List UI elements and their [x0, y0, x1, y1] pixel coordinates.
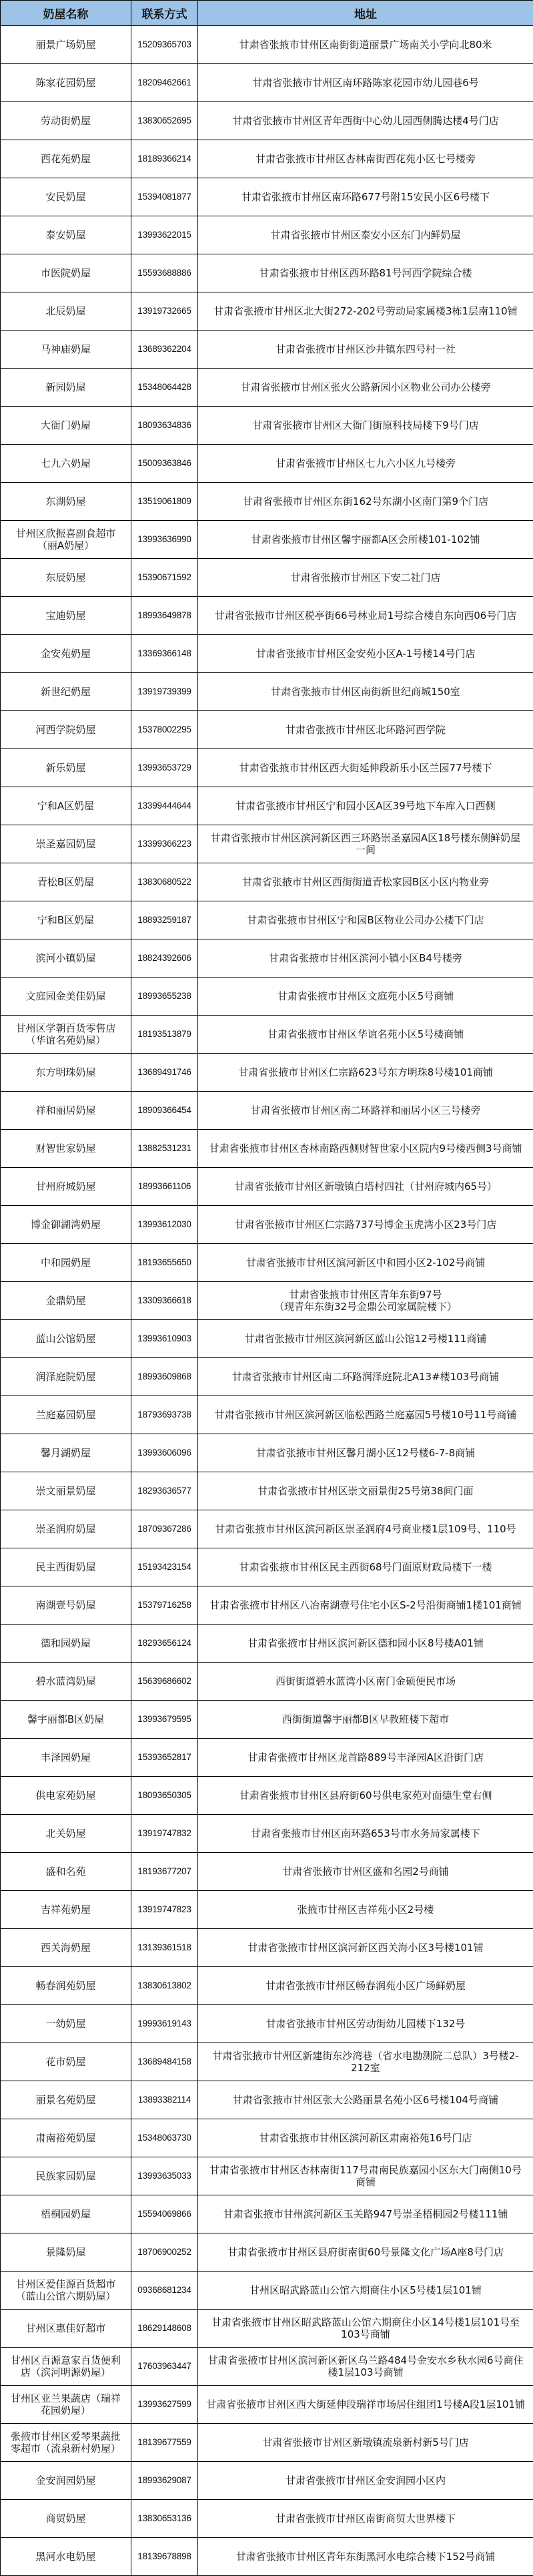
- address-cell: 甘肃省张掖市甘州区下安二社门店: [198, 559, 533, 597]
- address-cell: 甘肃省张掖市甘州区七九六小区九号楼旁: [198, 445, 533, 483]
- table-row: [1, 1739, 533, 1777]
- shop-name-cell: 劳动街奶屋: [1, 102, 131, 140]
- column-header-address: 地址: [198, 1, 533, 26]
- address-cell: 西街街道馨宇丽都B区早教班楼下超市: [198, 1701, 533, 1739]
- address-cell: 甘肃省张掖市甘州区南二环路润泽庭院北A13#楼103号商铺: [198, 1358, 533, 1396]
- shop-name-cell: 东方明珠奶屋: [1, 1054, 131, 1092]
- table-row: [1, 1777, 533, 1815]
- phone-cell: 15594069866: [131, 2195, 198, 2233]
- table-row: [1, 673, 533, 711]
- address-cell: 甘肃省张掖市甘州区滨河小镇小区B4号楼旁: [198, 939, 533, 978]
- shop-name-cell: 德和园奶屋: [1, 1625, 131, 1663]
- table-row: [1, 1434, 533, 1472]
- phone-cell: 13689362204: [131, 331, 198, 369]
- address-cell: 甘肃省张掖市甘州区滨河新区西关海小区3号楼101铺: [198, 1929, 533, 1967]
- address-cell: 甘肃省张掖市甘州区青年西街中心幼儿园西侧腾达楼4号门店: [198, 102, 533, 140]
- address-cell: 甘肃省张掖市甘州区馨宇丽都A区会所楼101-102铺: [198, 521, 533, 559]
- shop-name-cell: 盛和名苑: [1, 1853, 131, 1891]
- address-cell: 甘肃省张掖市甘州区张大公路丽景名苑小区6号楼104号商铺: [198, 2081, 533, 2119]
- address-cell: 甘肃省张掖市甘州区劳动街幼儿园楼下132号: [198, 2005, 533, 2043]
- phone-cell: 13309366618: [131, 1282, 198, 1320]
- table-row: [1, 1396, 533, 1434]
- table-row: [1, 1282, 533, 1320]
- address-cell: 甘肃省张掖市甘州区仁宗路623号东方明珠8号楼101商铺: [198, 1054, 533, 1092]
- address-cell: 甘肃省张掖市甘州区北大街272-202号劳动局家属楼3栋1层南110铺: [198, 292, 533, 331]
- shop-name-cell: 丽景名苑奶屋: [1, 2081, 131, 2119]
- address-cell: 甘肃省张掖市甘州区宁和园B区物业公司办公楼下门店: [198, 901, 533, 939]
- phone-cell: 18824392606: [131, 939, 198, 978]
- address-cell: 甘肃省张掖市甘州区文庭苑小区5号商铺: [198, 978, 533, 1016]
- shop-name-cell: 青松B区奶屋: [1, 863, 131, 901]
- shop-name-cell: 畅春润苑奶屋: [1, 1967, 131, 2005]
- address-cell: 甘肃省张掖市甘州区杏林南街117号肃南民族嘉园小区东大门南侧10号 商铺: [198, 2157, 533, 2195]
- shop-name-cell: 吉祥苑奶屋: [1, 1891, 131, 1929]
- table-row: [1, 1548, 533, 1586]
- shop-name-cell: 宝迪奶屋: [1, 597, 131, 635]
- address-cell: 甘肃省张掖市甘州区畅春润苑小区广场鲜奶屋: [198, 1967, 533, 2005]
- table-row: [1, 26, 533, 64]
- address-cell: 甘肃省张掖市甘州区杏林南路西侧财智世家小区院内9号楼西侧3号商铺: [198, 1130, 533, 1168]
- column-header-phone: 联系方式: [131, 1, 198, 26]
- phone-cell: 18793693738: [131, 1396, 198, 1434]
- address-cell: 张掖市甘州区吉祥苑小区2号楼: [198, 1891, 533, 1929]
- phone-cell: 13993606096: [131, 1434, 198, 1472]
- shop-name-cell: 崇文丽景奶屋: [1, 1472, 131, 1510]
- table-row: [1, 1244, 533, 1282]
- address-cell: 甘肃省张掖市甘州区滨河新区肃南裕苑16号门店: [198, 2119, 533, 2157]
- table-row: [1, 1092, 533, 1130]
- address-cell: 甘肃省张掖市甘州滨河新区玉关路947号崇圣梧桐园2号楼111铺: [198, 2195, 533, 2233]
- table-row: [1, 1472, 533, 1510]
- phone-cell: 13830653136: [131, 2500, 198, 2538]
- address-cell: 甘肃省张掖市甘州区盛和名园2号商铺: [198, 1853, 533, 1891]
- address-cell: 甘肃省张掖市甘州区张火公路新园小区物业公司办公楼旁: [198, 369, 533, 407]
- shop-name-cell: 安民奶屋: [1, 178, 131, 216]
- shop-name-cell: 西花苑奶屋: [1, 140, 131, 178]
- shop-name-cell: 民主西街奶屋: [1, 1548, 131, 1586]
- shop-name-cell: 碧水蓝湾奶屋: [1, 1663, 131, 1701]
- table-row: [1, 1130, 533, 1168]
- table-row: [1, 559, 533, 597]
- phone-cell: 18189366214: [131, 140, 198, 178]
- table-row: [1, 2005, 533, 2043]
- shop-name-cell: 新世纪奶屋: [1, 673, 131, 711]
- table-row: [1, 1358, 533, 1396]
- address-cell: 甘肃省张掖市甘州区民主西街68号门面原财政局楼下一楼: [198, 1548, 533, 1586]
- shop-name-cell: 甘州区爱佳源百货超市 （蓝山公馆六期奶屋）: [1, 2272, 131, 2310]
- address-cell: 甘肃省张掖市甘州区西环路81号河西学院综合楼: [198, 254, 533, 292]
- shop-name-cell: 民族家园奶屋: [1, 2157, 131, 2195]
- shop-name-cell: 兰庭嘉园奶屋: [1, 1396, 131, 1434]
- table-row: [1, 939, 533, 978]
- phone-cell: 13993610903: [131, 1320, 198, 1358]
- shop-name-cell: 宁和B区奶屋: [1, 901, 131, 939]
- address-cell: 甘肃省张掖市甘州区金安苑小区A-1号楼14号门店: [198, 635, 533, 673]
- table-row: [1, 597, 533, 635]
- table-row: [1, 2043, 533, 2081]
- shop-name-cell: 博金御湖湾奶屋: [1, 1206, 131, 1244]
- phone-cell: 13993622015: [131, 216, 198, 254]
- table-row: [1, 140, 533, 178]
- address-cell: 甘肃省张掖市甘州区东街162号东湖小区南门第9个门店: [198, 483, 533, 521]
- address-cell: 甘肃省张掖市甘州区崇文丽景街25号第38间门面: [198, 1472, 533, 1510]
- address-cell: 甘肃省张掖市甘州区滨河新区德和园小区8号楼A01铺: [198, 1625, 533, 1663]
- phone-cell: 13369366148: [131, 635, 198, 673]
- phone-cell: 13993636990: [131, 521, 198, 559]
- address-cell: 甘肃省张掖市甘州区仁宗路737号博金玉虎湾小区23号门店: [198, 1206, 533, 1244]
- shop-name-cell: 市医院奶屋: [1, 254, 131, 292]
- address-cell: 甘肃省张掖市甘州区西大街延伸段瑞祥市场居住组团1号楼A段1层101铺: [198, 2386, 533, 2424]
- phone-cell: 18193655650: [131, 1244, 198, 1282]
- table-row: [1, 1016, 533, 1054]
- address-cell: 甘肃省张掖市甘州区南环路653号市水务局家属楼下: [198, 1815, 533, 1853]
- phone-cell: 13919747832: [131, 1815, 198, 1853]
- address-cell: 甘州区昭武路蓝山公馆六期商住小区5号楼1层101铺: [198, 2272, 533, 2310]
- phone-cell: 17603963447: [131, 2348, 198, 2386]
- address-cell: 甘肃省张掖市甘州区南环路陈家花园市幼儿园巷6号: [198, 64, 533, 102]
- table-row: [1, 102, 533, 140]
- phone-cell: 13893382114: [131, 2081, 198, 2119]
- address-cell: 甘肃省张掖市甘州区新建街东沙湾巷（省水电勘测院二总队）3号楼2- 212室: [198, 2043, 533, 2081]
- phone-cell: 13519061809: [131, 483, 198, 521]
- phone-cell: 15209365703: [131, 26, 198, 64]
- address-cell: 甘肃省张掖市甘州区八冶南湖壹号住宅小区S-2号沿街商铺1楼101商铺: [198, 1586, 533, 1625]
- shop-name-cell: 宁和A区奶屋: [1, 787, 131, 825]
- address-cell: 甘肃省张掖市甘州区杏林南街西花苑小区七号楼旁: [198, 140, 533, 178]
- table-row: [1, 2233, 533, 2272]
- shop-name-cell: 泰安奶屋: [1, 216, 131, 254]
- table-row: [1, 1663, 533, 1701]
- table-row: [1, 2081, 533, 2119]
- phone-cell: 15593688886: [131, 254, 198, 292]
- phone-cell: 18629148608: [131, 2310, 198, 2348]
- shop-name-cell: 东湖奶屋: [1, 483, 131, 521]
- address-cell: 甘肃省张掖市甘州区华谊名苑小区5号楼商铺: [198, 1016, 533, 1054]
- address-cell: 甘肃省张掖市甘州区滨河新区崇圣润府4号商业楼1层109号、110号: [198, 1510, 533, 1548]
- table-row: [1, 901, 533, 939]
- phone-cell: 09368681234: [131, 2272, 198, 2310]
- shop-name-cell: 丽景广场奶屋: [1, 26, 131, 64]
- address-cell: 甘肃省张掖市甘州区宁和园小区A区39号地下车库入口西侧: [198, 787, 533, 825]
- shop-name-cell: 黑河水电奶屋: [1, 2538, 131, 2576]
- phone-cell: 18993655238: [131, 978, 198, 1016]
- address-cell: 甘肃省张掖市甘州区昭武路蓝山公馆六期商住小区14号楼1层101号至 103号商铺: [198, 2310, 533, 2348]
- shop-name-cell: 供电家苑奶屋: [1, 1777, 131, 1815]
- phone-cell: 18993609868: [131, 1358, 198, 1396]
- table-body: [1, 26, 533, 2576]
- table-row: [1, 2500, 533, 2538]
- address-cell: 甘肃省张掖市甘州区南二环路祥和丽居小区三号楼旁: [198, 1092, 533, 1130]
- shop-name-cell: 西关海奶屋: [1, 1929, 131, 1967]
- phone-cell: 13882531231: [131, 1130, 198, 1168]
- shop-name-cell: 甘州区惠佳好超市: [1, 2310, 131, 2348]
- shop-name-cell: 文庭园金美佳奶屋: [1, 978, 131, 1016]
- shop-name-cell: 陈家花园奶屋: [1, 64, 131, 102]
- table-row: [1, 978, 533, 1016]
- address-cell: 甘肃省张掖市甘州区馨月湖小区12号楼6-7-8商铺: [198, 1434, 533, 1472]
- shop-name-cell: 甘州府城奶屋: [1, 1168, 131, 1206]
- table-row: [1, 1701, 533, 1739]
- address-cell: 甘肃省张掖市甘州区大衙门街原科技局楼下9号门店: [198, 407, 533, 445]
- phone-cell: 13919739399: [131, 673, 198, 711]
- table-row: [1, 2195, 533, 2233]
- phone-cell: 15378002295: [131, 711, 198, 749]
- shop-name-cell: 丰泽园奶屋: [1, 1739, 131, 1777]
- table-row: [1, 2272, 533, 2310]
- phone-cell: 18909366454: [131, 1092, 198, 1130]
- table-row: [1, 445, 533, 483]
- phone-cell: 18993661106: [131, 1168, 198, 1206]
- address-cell: 甘肃省张掖市甘州区税亭街66号林业局1号综合楼自东向西06号门店: [198, 597, 533, 635]
- address-cell: 甘肃省张掖市甘州区金安润园小区内: [198, 2462, 533, 2500]
- address-cell: 甘肃省张掖市甘州区龙首路889号丰泽园A区沿街门店: [198, 1739, 533, 1777]
- phone-cell: 18093650305: [131, 1777, 198, 1815]
- table-row: [1, 254, 533, 292]
- table-row: [1, 216, 533, 254]
- address-cell: 甘肃省张掖市甘州区新墩镇白塔村四社（甘州府城内65号）: [198, 1168, 533, 1206]
- table-row: [1, 2157, 533, 2195]
- shop-name-cell: 东辰奶屋: [1, 559, 131, 597]
- phone-cell: 15193423154: [131, 1548, 198, 1586]
- table-row: [1, 2424, 533, 2462]
- shop-name-cell: 马神庙奶屋: [1, 331, 131, 369]
- shop-name-cell: 甘州区百源意家百货便利 店（滨河明源奶屋）: [1, 2348, 131, 2386]
- phone-cell: 15348064428: [131, 369, 198, 407]
- table-row: [1, 863, 533, 901]
- shop-name-cell: 财智世家奶屋: [1, 1130, 131, 1168]
- table-row: [1, 825, 533, 863]
- table-row: [1, 711, 533, 749]
- phone-cell: 18993629087: [131, 2462, 198, 2500]
- shop-name-cell: 景隆奶屋: [1, 2233, 131, 2272]
- phone-cell: 18706900252: [131, 2233, 198, 2272]
- shop-name-cell: 大衙门奶屋: [1, 407, 131, 445]
- phone-cell: 13993627599: [131, 2386, 198, 2424]
- shop-name-cell: 金鼎奶屋: [1, 1282, 131, 1320]
- table-row: [1, 2462, 533, 2500]
- phone-cell: 13689484158: [131, 2043, 198, 2081]
- phone-cell: 18139677559: [131, 2424, 198, 2462]
- shop-name-cell: 甘州区亚兰果蔬店（瑞祥 花园奶屋）: [1, 2386, 131, 2424]
- phone-cell: 13139361518: [131, 1929, 198, 1967]
- table-row: [1, 178, 533, 216]
- shop-name-cell: 新乐奶屋: [1, 749, 131, 787]
- address-cell: 甘肃省张掖市甘州区滨河新区西三环路崇圣嘉园A区18号楼东侧鲜奶屋 一间: [198, 825, 533, 863]
- shop-name-cell: 中和园奶屋: [1, 1244, 131, 1282]
- address-cell: 甘肃省张掖市甘州区滨河新区中和园小区2-102号商铺: [198, 1244, 533, 1282]
- table-row: [1, 2310, 533, 2348]
- phone-cell: 13993612030: [131, 1206, 198, 1244]
- shop-name-cell: 张掖市甘州区爱琴果蔬批 零超市（流泉新村奶屋）: [1, 2424, 131, 2462]
- address-cell: 甘肃省张掖市甘州区新墩镇流泉新村新5号门店: [198, 2424, 533, 2462]
- phone-cell: 19993619143: [131, 2005, 198, 2043]
- phone-cell: 13919747823: [131, 1891, 198, 1929]
- shop-name-cell: 祥和丽居奶屋: [1, 1092, 131, 1130]
- table-row: [1, 1168, 533, 1206]
- table-row: [1, 1054, 533, 1092]
- phone-cell: 18139678898: [131, 2538, 198, 2576]
- table-row: [1, 407, 533, 445]
- address-cell: 西街街道碧水蓝湾小区南门金硕便民市场: [198, 1663, 533, 1701]
- table-row: [1, 521, 533, 559]
- table-row: [1, 1967, 533, 2005]
- address-cell: 甘肃省张掖市甘州区滨河新区新区乌兰路484号金安水乡秋水园6号商住 楼1层103号商铺: [198, 2348, 533, 2386]
- table-row: [1, 1853, 533, 1891]
- phone-cell: 18193677207: [131, 1853, 198, 1891]
- shop-name-cell: 滨河小镇奶屋: [1, 939, 131, 978]
- shop-name-cell: 商贸奶屋: [1, 2500, 131, 2538]
- shop-name-cell: 七九六奶屋: [1, 445, 131, 483]
- address-cell: 甘肃省张掖市甘州区青年东街黑河水电综合楼下152号商铺: [198, 2538, 533, 2576]
- phone-cell: 13689491746: [131, 1054, 198, 1092]
- address-cell: 甘肃省张掖市甘州区县府街60号供电家苑对面德生堂右侧: [198, 1777, 533, 1815]
- address-cell: 甘肃省张掖市甘州区南街新世纪商城150室: [198, 673, 533, 711]
- phone-cell: 15394081877: [131, 178, 198, 216]
- table-row: [1, 331, 533, 369]
- shop-name-cell: 金安苑奶屋: [1, 635, 131, 673]
- phone-cell: 18093634836: [131, 407, 198, 445]
- phone-cell: 18893259187: [131, 901, 198, 939]
- address-cell: 甘肃省张掖市甘州区泰安小区东门内鲜奶屋: [198, 216, 533, 254]
- address-cell: 甘肃省张掖市甘州区南街商贸大世界楼下: [198, 2500, 533, 2538]
- phone-cell: 13830680522: [131, 863, 198, 901]
- shop-name-cell: 南湖壹号奶屋: [1, 1586, 131, 1625]
- shop-name-cell: 河西学院奶屋: [1, 711, 131, 749]
- phone-cell: 15009363846: [131, 445, 198, 483]
- phone-cell: 13993635033: [131, 2157, 198, 2195]
- table-row: [1, 2386, 533, 2424]
- table-row: [1, 1320, 533, 1358]
- table-row: [1, 1586, 533, 1625]
- phone-cell: 18709367286: [131, 1510, 198, 1548]
- address-cell: 甘肃省张掖市甘州区滨河新区蓝山公馆12号楼111商铺: [198, 1320, 533, 1358]
- shop-name-cell: 一幼奶屋: [1, 2005, 131, 2043]
- address-cell: 甘肃省张掖市甘州区青年东街97号 （现青年东街32号金鼎公司家属院楼下）: [198, 1282, 533, 1320]
- address-cell: 甘肃省张掖市甘州区滨河新区临松西路兰庭嘉园5号楼10号11号商铺: [198, 1396, 533, 1434]
- address-cell: 甘肃省张掖市甘州区县府街南街60号景隆文化广场A座8号门店: [198, 2233, 533, 2272]
- shop-name-cell: 馨宇丽都B区奶屋: [1, 1701, 131, 1739]
- table-row: [1, 787, 533, 825]
- phone-cell: 15348063730: [131, 2119, 198, 2157]
- table-row: [1, 483, 533, 521]
- shop-name-cell: 蓝山公馆奶屋: [1, 1320, 131, 1358]
- address-cell: 甘肃省张掖市甘州区南环路677号附15安民小区6号楼下: [198, 178, 533, 216]
- shop-name-cell: 崇圣润府奶屋: [1, 1510, 131, 1548]
- table-row: [1, 2348, 533, 2386]
- phone-cell: 13993679595: [131, 1701, 198, 1739]
- shop-name-cell: 北关奶屋: [1, 1815, 131, 1853]
- shop-name-cell: 新园奶屋: [1, 369, 131, 407]
- shop-name-cell: 润泽庭院奶屋: [1, 1358, 131, 1396]
- phone-cell: 13919732665: [131, 292, 198, 331]
- shop-name-cell: 崇圣嘉园奶屋: [1, 825, 131, 863]
- column-header-name: 奶屋名称: [1, 1, 131, 26]
- phone-cell: 18293636577: [131, 1472, 198, 1510]
- shop-name-cell: 甘州区欣振喜副食超市 （丽A奶屋）: [1, 521, 131, 559]
- table-row: [1, 64, 533, 102]
- shop-name-cell: 花市奶屋: [1, 2043, 131, 2081]
- phone-cell: 15393652817: [131, 1739, 198, 1777]
- table-row: [1, 1206, 533, 1244]
- shop-name-cell: 梧桐园奶屋: [1, 2195, 131, 2233]
- table-row: [1, 2538, 533, 2576]
- table-row: [1, 635, 533, 673]
- phone-cell: 13399444644: [131, 787, 198, 825]
- phone-cell: 18209462661: [131, 64, 198, 102]
- table-row: [1, 2119, 533, 2157]
- phone-cell: 15390671592: [131, 559, 198, 597]
- phone-cell: 18293656124: [131, 1625, 198, 1663]
- phone-cell: 13399366223: [131, 825, 198, 863]
- phone-cell: 18993649878: [131, 597, 198, 635]
- phone-cell: 13830652695: [131, 102, 198, 140]
- table-row: [1, 1625, 533, 1663]
- phone-cell: 15379716258: [131, 1586, 198, 1625]
- shop-name-cell: 金安润园奶屋: [1, 2462, 131, 2500]
- table-row: [1, 1510, 533, 1548]
- table-row: [1, 1815, 533, 1853]
- phone-cell: 13830613802: [131, 1967, 198, 2005]
- table-header-row: [1, 1, 533, 26]
- shop-name-cell: 北辰奶屋: [1, 292, 131, 331]
- table-row: [1, 749, 533, 787]
- address-cell: 甘肃省张掖市甘州区北环路河西学院: [198, 711, 533, 749]
- shop-name-cell: 馨月湖奶屋: [1, 1434, 131, 1472]
- phone-cell: 15639686602: [131, 1663, 198, 1701]
- address-cell: 甘肃省张掖市甘州区沙井镇东四号村一社: [198, 331, 533, 369]
- table-row: [1, 369, 533, 407]
- table-row: [1, 292, 533, 331]
- phone-cell: 18193513879: [131, 1016, 198, 1054]
- address-cell: 甘肃省张掖市甘州区南街街道丽景广场南关小学向北80米: [198, 26, 533, 64]
- address-cell: 甘肃省张掖市甘州区西大街延伸段新乐小区兰园77号楼下: [198, 749, 533, 787]
- phone-cell: 13993653729: [131, 749, 198, 787]
- shop-name-cell: 肃南裕苑奶屋: [1, 2119, 131, 2157]
- table-row: [1, 1891, 533, 1929]
- address-cell: 甘肃省张掖市甘州区西街街道青松家园B区小区内物业旁: [198, 863, 533, 901]
- table-row: [1, 1929, 533, 1967]
- shop-name-cell: 甘州区学朝百货零售店 （华谊名苑奶屋）: [1, 1016, 131, 1054]
